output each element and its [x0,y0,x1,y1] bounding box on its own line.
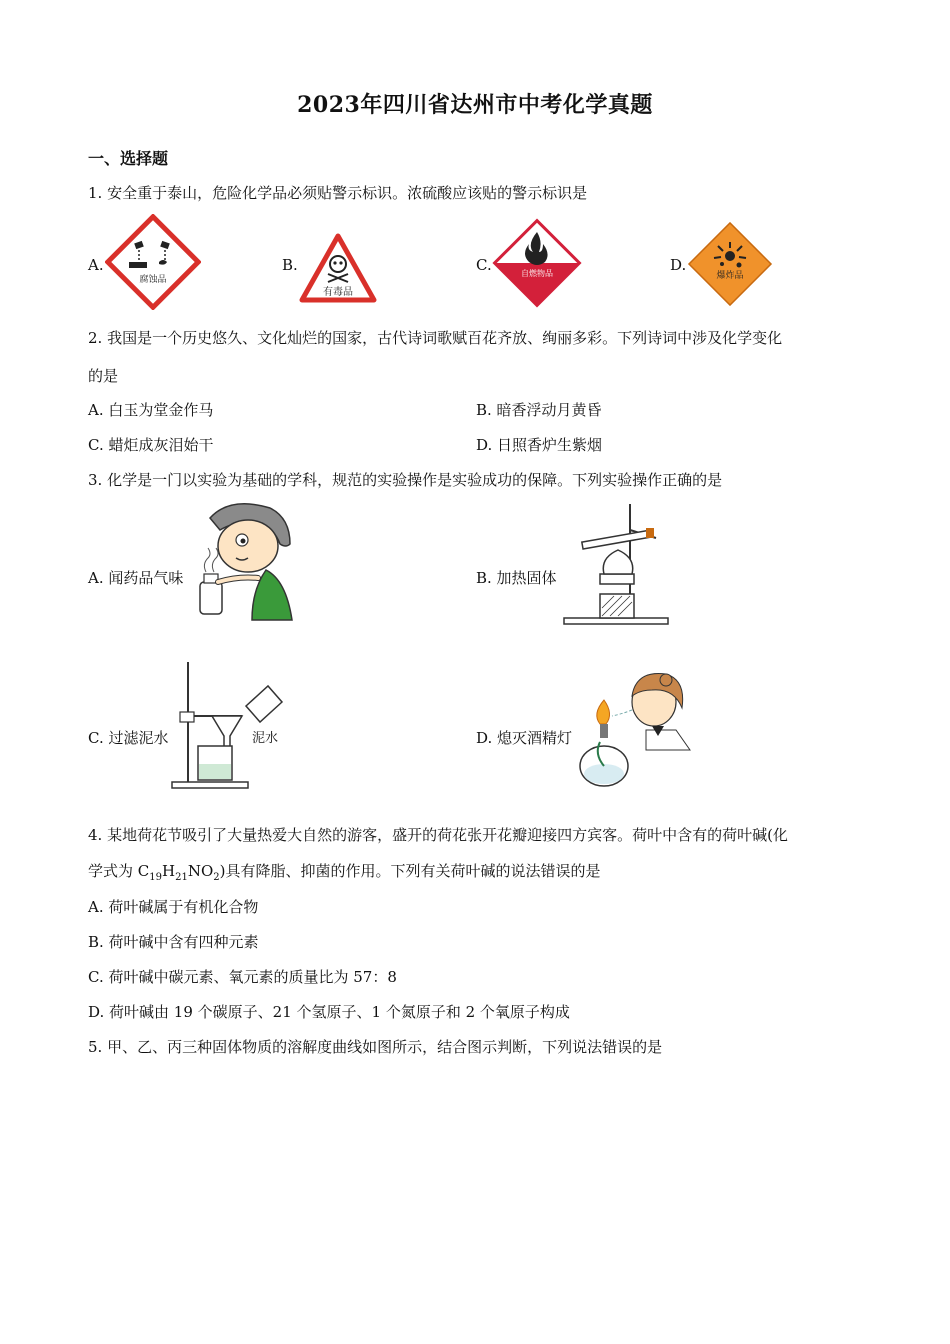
q2-option-c: C. 蜡炬成灰泪始干 [88,436,214,454]
page-title: 2023年四川省达州市中考化学真题 [297,92,653,118]
q2-option-a: A. 白玉为堂金作马 [88,401,214,419]
q4-stem-line1: 4. 某地荷花节吸引了大量热爱大自然的游客，盛开的荷花张开花瓣迎接四方宾客。荷叶中含有的荷叶碱(化 [88,826,788,844]
section-heading: 一、选择题 [88,149,169,168]
smelling-chemical-illustration [196,500,302,624]
q4-option-d: D. 荷叶碱由 19 个碳原子、21 个氢原子、1 个氮原子和 2 个氧原子构成 [88,1003,570,1021]
explosive-sign-icon [686,220,774,308]
q1-option-a-label: A. [88,256,104,274]
q1-option-b-label: B. [282,256,298,274]
q4-option-b: B. 荷叶碱中含有四种元素 [88,933,259,951]
q3-option-b: B. 加热固体 [476,569,557,587]
q3-option-d: D. 熄灭酒精灯 [476,729,573,747]
heating-solid-illustration [560,500,670,628]
corrosive-sign-icon [105,214,201,310]
q1-stem: 1. 安全重于泰山，危险化学品必须贴警示标识。浓硫酸应该贴的警示标识是 [88,184,588,202]
q5-stem: 5. 甲、乙、丙三种固体物质的溶解度曲线如图所示，结合图示判断，下列说法错误的是 [88,1038,663,1056]
q2-stem-line1: 2. 我国是一个历史悠久、文化灿烂的国家，古代诗词歌赋百花齐放、绚丽多彩。下列诗词中涉及化学变化 [88,329,783,347]
filtering-muddy-water-illustration [168,660,284,790]
q4-stem-line2: 学式为 $C_{19}H_{21}NO_2$)具有降脂、抑菌的作用。下列有关荷叶碱的说法错误的是 [88,862,601,883]
muddy-water-label: 泥水 [252,731,279,746]
toxic-sign-text: 有毒品 [323,287,353,298]
q1-option-c-label: C. [476,256,492,274]
toxic-sign-icon [298,232,378,304]
q2-option-d: D. 日照香炉生紫烟 [476,436,603,454]
explosive-sign-text: 爆炸品 [716,271,744,281]
q4-option-c: C. 荷叶碱中碳元素、氧元素的质量比为 57：8 [88,968,397,986]
extinguish-alcohol-lamp-illustration [576,670,692,790]
spontaneous-combustion-sign-icon [492,218,582,308]
q2-option-b: B. 暗香浮动月黄昏 [476,401,602,419]
q1-option-d-label: D. [670,256,687,274]
q3-option-c: C. 过滤泥水 [88,729,169,747]
q4-option-a: A. 荷叶碱属于有机化合物 [88,898,259,916]
q2-stem-line2: 的是 [88,367,119,385]
q3-option-a: A. 闻药品气味 [88,569,184,587]
q3-stem: 3. 化学是一门以实验为基础的学科，规范的实验操作是实验成功的保障。下列实验操作正确的是 [88,471,723,489]
combustion-sign-text: 自燃物品 [521,269,553,278]
corrosive-sign-text: 腐蚀品 [139,275,167,285]
